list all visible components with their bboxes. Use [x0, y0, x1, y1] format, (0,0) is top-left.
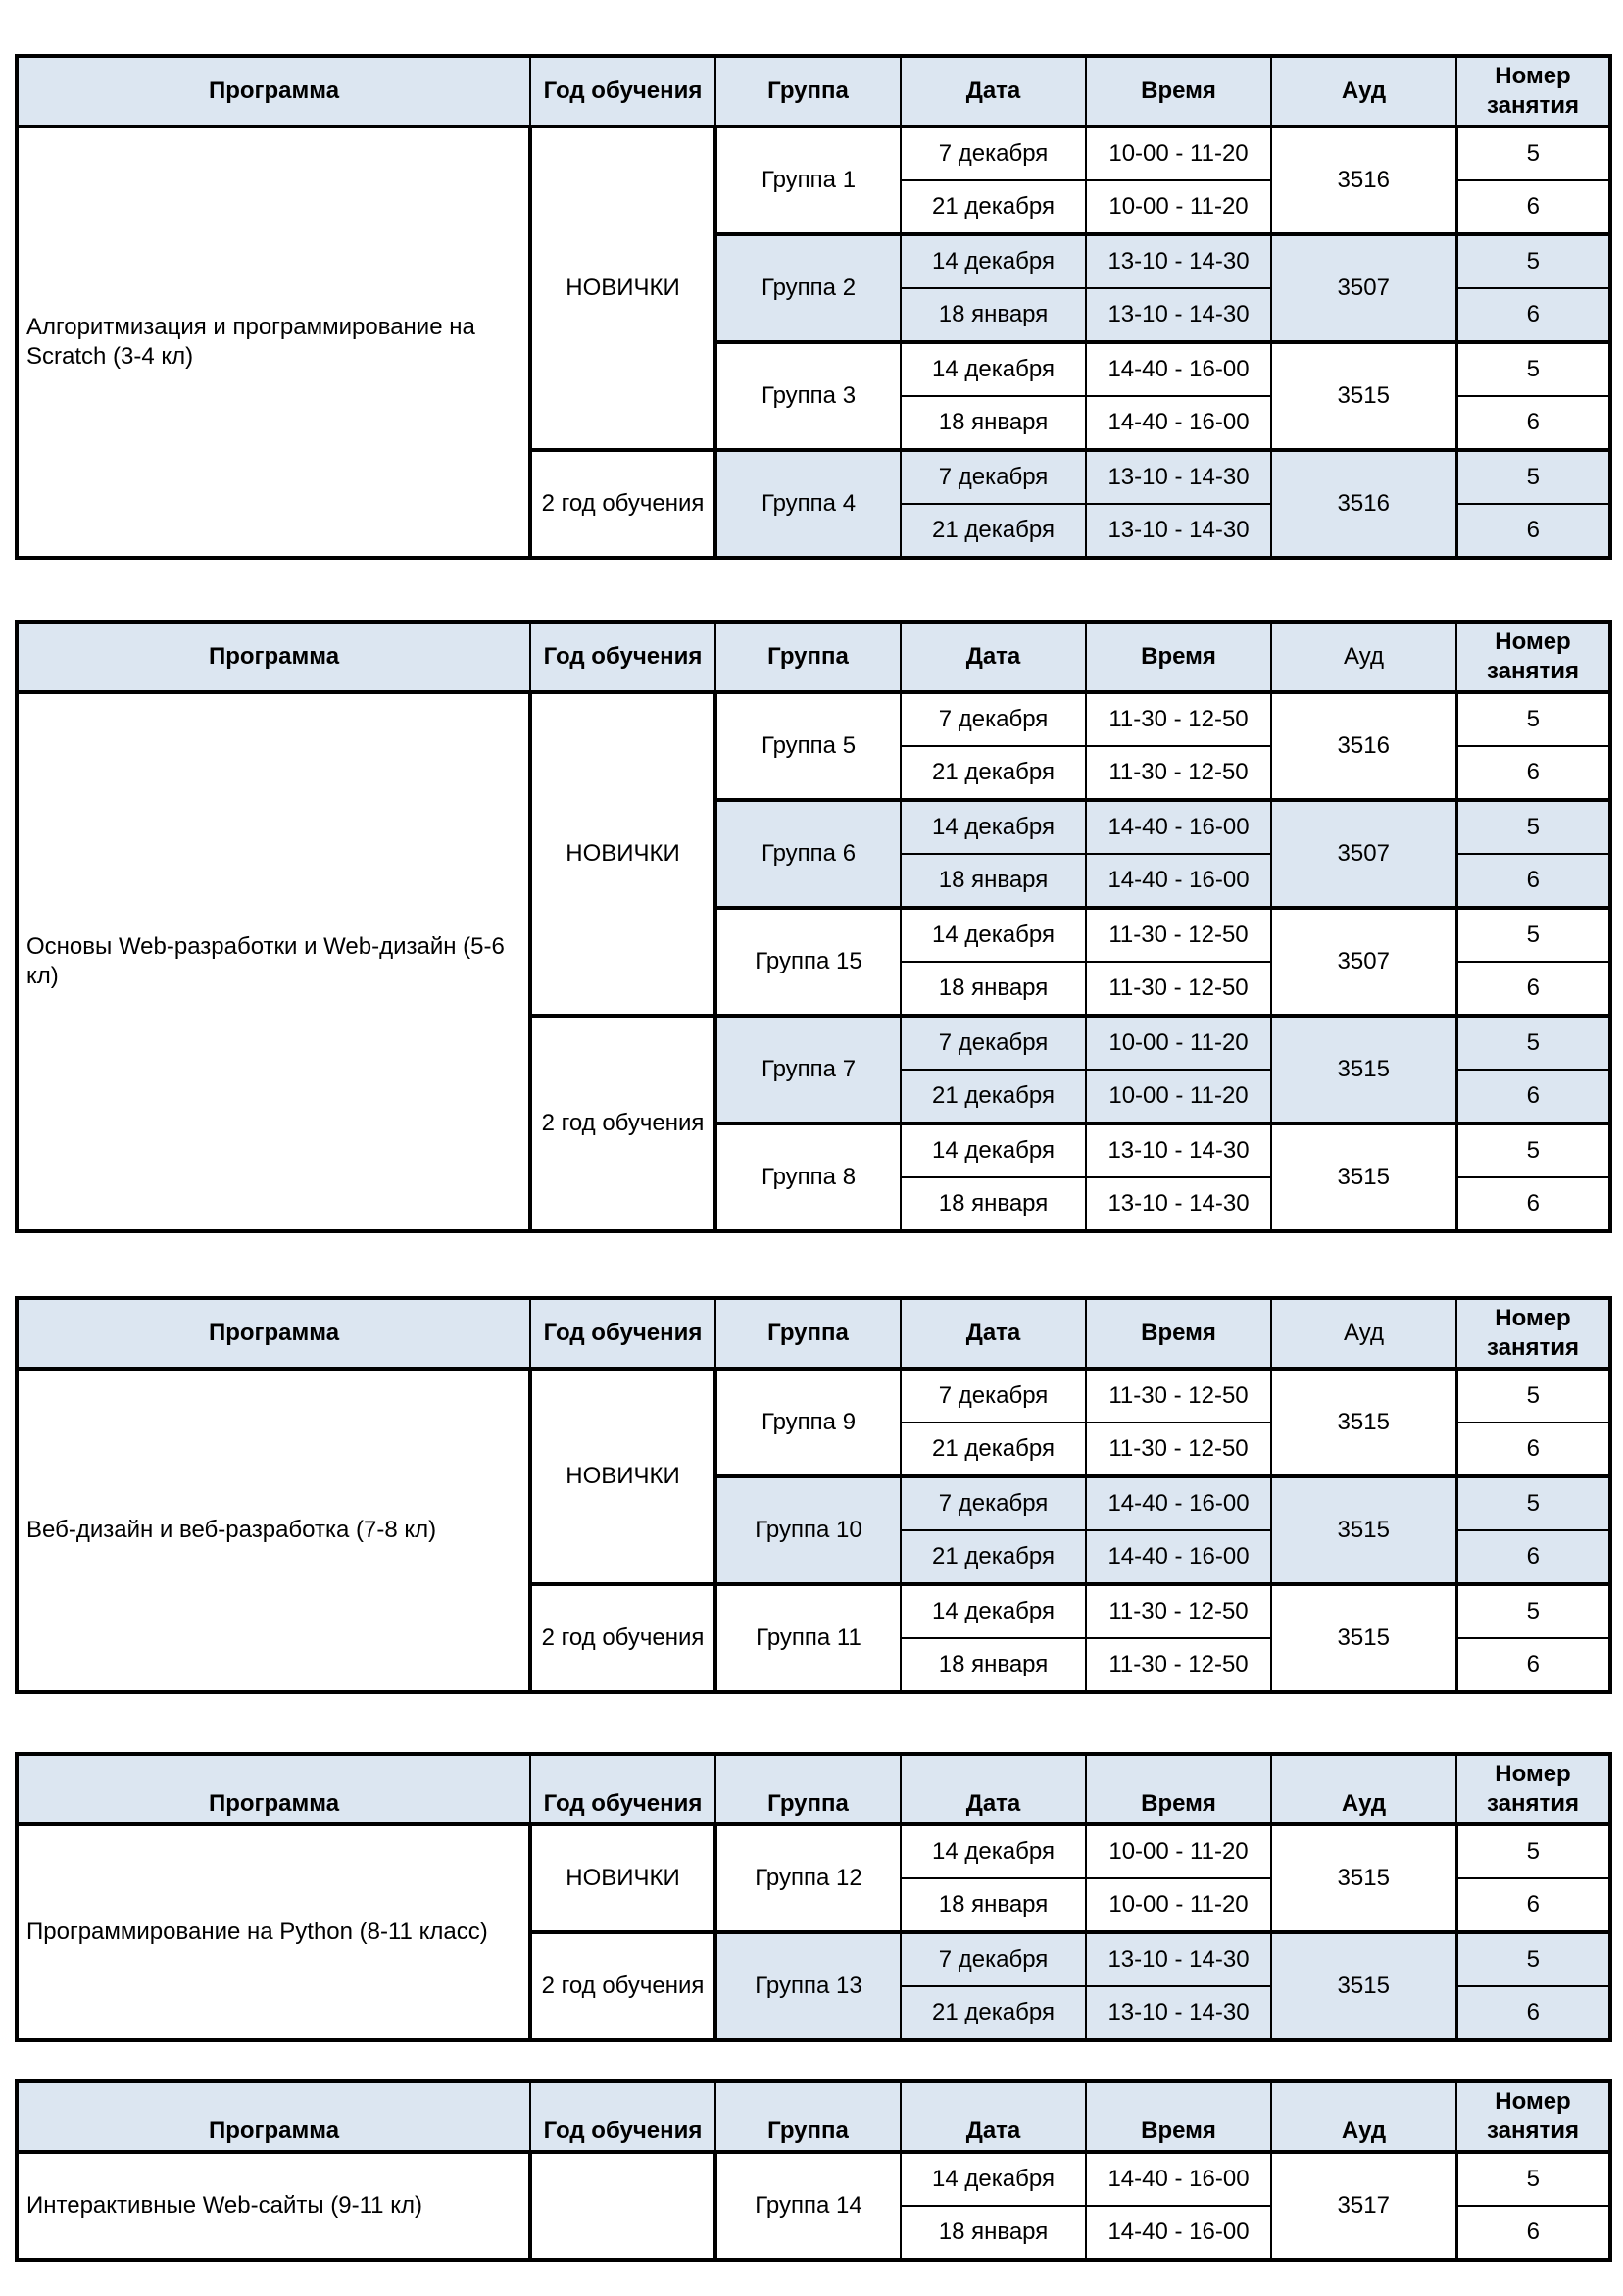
group-name: Группа 15 — [715, 908, 901, 1016]
lesson-date: 14 декабря — [901, 2152, 1086, 2206]
lesson-time: 11-30 - 12-50 — [1086, 692, 1271, 746]
lesson-date: 21 декабря — [901, 504, 1086, 558]
program-name: Основы Web-разработки и Web-дизайн (5-6 кл) — [17, 692, 530, 1231]
lesson-date: 7 декабря — [901, 1476, 1086, 1530]
group-name: Группа 8 — [715, 1123, 901, 1231]
header-lesson-number — [1456, 56, 1610, 126]
group-name: Группа 1 — [715, 126, 901, 234]
lesson-time: 13-10 - 14-30 — [1086, 504, 1271, 558]
lesson-time: 10-00 - 11-20 — [1086, 1016, 1271, 1070]
lesson-number: 6 — [1456, 1423, 1610, 1476]
header-lesson-number-line1: Номер — [1495, 1305, 1571, 1331]
lesson-time: 13-10 - 14-30 — [1086, 450, 1271, 504]
lesson-number: 5 — [1456, 1016, 1610, 1070]
lesson-number: 5 — [1456, 126, 1610, 180]
lesson-time: 10-00 - 11-20 — [1086, 126, 1271, 180]
header-time: Время — [1086, 2081, 1271, 2152]
study-year: 2 год обучения — [530, 450, 715, 558]
lesson-date: 18 января — [901, 2206, 1086, 2260]
lesson-number: 6 — [1456, 962, 1610, 1016]
header-program: Программа — [17, 1754, 530, 1824]
header-date: Дата — [901, 1298, 1086, 1369]
lesson-time: 13-10 - 14-30 — [1086, 1932, 1271, 1986]
lesson-number: 5 — [1456, 1824, 1610, 1878]
group-name: Группа 13 — [715, 1932, 901, 2040]
lesson-date: 14 декабря — [901, 908, 1086, 962]
lesson-date: 18 января — [901, 288, 1086, 342]
room-number: 3515 — [1271, 1824, 1456, 1932]
study-year: 2 год обучения — [530, 1932, 715, 2040]
lesson-number: 6 — [1456, 1986, 1610, 2040]
lesson-time: 11-30 - 12-50 — [1086, 1638, 1271, 1692]
header-lesson-number-line2: занятия — [1487, 1790, 1579, 1817]
lesson-time: 11-30 - 12-50 — [1086, 1584, 1271, 1638]
header-lesson-number — [1456, 1298, 1610, 1369]
schedule-table — [15, 1296, 1612, 1694]
lesson-date: 21 декабря — [901, 1423, 1086, 1476]
header-lesson-number — [1456, 1754, 1610, 1824]
lesson-number: 5 — [1456, 908, 1610, 962]
schedule-table — [15, 1752, 1612, 2042]
header-lesson-number-line1: Номер — [1495, 63, 1571, 89]
header-program: Программа — [17, 622, 530, 692]
lesson-date: 14 декабря — [901, 800, 1086, 854]
header-lesson-number-line2: занятия — [1487, 92, 1579, 119]
header-year: Год обучения — [530, 56, 715, 126]
header-room: Ауд — [1271, 622, 1456, 692]
header-year: Год обучения — [530, 1754, 715, 1824]
room-number: 3516 — [1271, 126, 1456, 234]
lesson-date: 7 декабря — [901, 692, 1086, 746]
lesson-number: 6 — [1456, 288, 1610, 342]
table-row — [17, 126, 1610, 180]
header-group: Группа — [715, 56, 901, 126]
header-room: Ауд — [1271, 1298, 1456, 1369]
study-year: НОВИЧКИ — [530, 692, 715, 1016]
lesson-number: 5 — [1456, 1369, 1610, 1423]
table-row — [17, 692, 1610, 746]
header-lesson-number-line1: Номер — [1495, 1761, 1571, 1787]
header-date: Дата — [901, 2081, 1086, 2152]
header-group: Группа — [715, 1754, 901, 1824]
header-room: Ауд — [1271, 1754, 1456, 1824]
lesson-date: 14 декабря — [901, 342, 1086, 396]
lesson-time: 14-40 - 16-00 — [1086, 396, 1271, 450]
study-year: НОВИЧКИ — [530, 1369, 715, 1584]
lesson-number: 5 — [1456, 692, 1610, 746]
room-number: 3516 — [1271, 450, 1456, 558]
group-name: Группа 12 — [715, 1824, 901, 1932]
lesson-number: 6 — [1456, 1638, 1610, 1692]
header-group: Группа — [715, 622, 901, 692]
lesson-date: 21 декабря — [901, 1530, 1086, 1584]
room-number: 3515 — [1271, 1369, 1456, 1476]
header-lesson-number-line2: занятия — [1487, 658, 1579, 684]
group-name: Группа 2 — [715, 234, 901, 342]
room-number: 3517 — [1271, 2152, 1456, 2260]
lesson-time: 11-30 - 12-50 — [1086, 962, 1271, 1016]
lesson-time: 10-00 - 11-20 — [1086, 1070, 1271, 1123]
lesson-date: 7 декабря — [901, 1369, 1086, 1423]
room-number: 3507 — [1271, 800, 1456, 908]
header-time: Время — [1086, 56, 1271, 126]
schedule-table — [15, 2079, 1612, 2262]
room-number: 3515 — [1271, 1932, 1456, 2040]
lesson-date: 18 января — [901, 1638, 1086, 1692]
lesson-date: 18 января — [901, 1177, 1086, 1231]
lesson-date: 7 декабря — [901, 1016, 1086, 1070]
group-name: Группа 10 — [715, 1476, 901, 1584]
lesson-date: 21 декабря — [901, 746, 1086, 800]
lesson-time: 14-40 - 16-00 — [1086, 2152, 1271, 2206]
lesson-date: 14 декабря — [901, 1824, 1086, 1878]
lesson-number: 5 — [1456, 1123, 1610, 1177]
lesson-date: 21 декабря — [901, 180, 1086, 234]
lesson-number: 6 — [1456, 746, 1610, 800]
lesson-time: 11-30 - 12-50 — [1086, 908, 1271, 962]
room-number: 3507 — [1271, 234, 1456, 342]
header-lesson-number — [1456, 2081, 1610, 2152]
lesson-time: 11-30 - 12-50 — [1086, 1423, 1271, 1476]
schedule-table — [15, 620, 1612, 1233]
lesson-time: 13-10 - 14-30 — [1086, 234, 1271, 288]
header-program: Программа — [17, 56, 530, 126]
study-year: НОВИЧКИ — [530, 126, 715, 450]
room-number: 3515 — [1271, 1016, 1456, 1123]
header-lesson-number-line1: Номер — [1495, 628, 1571, 655]
table-row — [17, 1369, 1610, 1423]
table-row — [17, 2152, 1610, 2206]
lesson-number: 6 — [1456, 1177, 1610, 1231]
header-date: Дата — [901, 622, 1086, 692]
lesson-time: 14-40 - 16-00 — [1086, 854, 1271, 908]
lesson-date: 14 декабря — [901, 1584, 1086, 1638]
lesson-date: 18 января — [901, 396, 1086, 450]
lesson-number: 6 — [1456, 1070, 1610, 1123]
room-number: 3515 — [1271, 342, 1456, 450]
lesson-date: 21 декабря — [901, 1986, 1086, 2040]
program-name: Веб-дизайн и веб-разработка (7-8 кл) — [17, 1369, 530, 1692]
study-year: 2 год обучения — [530, 1584, 715, 1692]
lesson-time: 14-40 - 16-00 — [1086, 1530, 1271, 1584]
header-year: Год обучения — [530, 1298, 715, 1369]
lesson-date: 7 декабря — [901, 126, 1086, 180]
lesson-number: 6 — [1456, 2206, 1610, 2260]
lesson-time: 11-30 - 12-50 — [1086, 746, 1271, 800]
header-year: Год обучения — [530, 2081, 715, 2152]
lesson-number: 6 — [1456, 180, 1610, 234]
lesson-number: 5 — [1456, 234, 1610, 288]
header-date: Дата — [901, 1754, 1086, 1824]
lesson-time: 11-30 - 12-50 — [1086, 1369, 1271, 1423]
header-year: Год обучения — [530, 622, 715, 692]
header-program: Программа — [17, 2081, 530, 2152]
group-name: Группа 4 — [715, 450, 901, 558]
group-name: Группа 11 — [715, 1584, 901, 1692]
lesson-date: 7 декабря — [901, 1932, 1086, 1986]
lesson-number: 5 — [1456, 1476, 1610, 1530]
header-program: Программа — [17, 1298, 530, 1369]
program-name: Интерактивные Web-сайты (9-11 кл) — [17, 2152, 530, 2260]
header-lesson-number-line2: занятия — [1487, 2118, 1579, 2144]
group-name: Группа 5 — [715, 692, 901, 800]
schedule-table — [15, 54, 1612, 560]
lesson-number: 5 — [1456, 2152, 1610, 2206]
lesson-date: 18 января — [901, 1878, 1086, 1932]
lesson-date: 14 декабря — [901, 234, 1086, 288]
study-year — [530, 2152, 715, 2260]
lesson-time: 14-40 - 16-00 — [1086, 1476, 1271, 1530]
lesson-number: 5 — [1456, 342, 1610, 396]
lesson-time: 10-00 - 11-20 — [1086, 1878, 1271, 1932]
lesson-number: 6 — [1456, 396, 1610, 450]
lesson-number: 6 — [1456, 1530, 1610, 1584]
header-time: Время — [1086, 1754, 1271, 1824]
room-number: 3515 — [1271, 1476, 1456, 1584]
program-name: Алгоритмизация и программирование на Scratch (3-4 кл) — [17, 126, 530, 558]
study-year: НОВИЧКИ — [530, 1824, 715, 1932]
study-year: 2 год обучения — [530, 1016, 715, 1231]
room-number: 3515 — [1271, 1584, 1456, 1692]
table-row — [17, 1824, 1610, 1878]
lesson-number: 5 — [1456, 800, 1610, 854]
lesson-time: 14-40 - 16-00 — [1086, 342, 1271, 396]
header-room: Ауд — [1271, 2081, 1456, 2152]
header-lesson-number-line2: занятия — [1487, 1334, 1579, 1361]
lesson-number: 5 — [1456, 450, 1610, 504]
lesson-date: 18 января — [901, 962, 1086, 1016]
lesson-time: 14-40 - 16-00 — [1086, 2206, 1271, 2260]
header-time: Время — [1086, 1298, 1271, 1369]
group-name: Группа 9 — [715, 1369, 901, 1476]
lesson-date: 7 декабря — [901, 450, 1086, 504]
lesson-time: 10-00 - 11-20 — [1086, 180, 1271, 234]
lesson-date: 18 января — [901, 854, 1086, 908]
lesson-date: 21 декабря — [901, 1070, 1086, 1123]
program-name: Программирование на Python (8-11 класс) — [17, 1824, 530, 2040]
lesson-time: 13-10 - 14-30 — [1086, 1123, 1271, 1177]
lesson-date: 14 декабря — [901, 1123, 1086, 1177]
header-group: Группа — [715, 2081, 901, 2152]
room-number: 3515 — [1271, 1123, 1456, 1231]
lesson-time: 14-40 - 16-00 — [1086, 800, 1271, 854]
lesson-time: 13-10 - 14-30 — [1086, 288, 1271, 342]
lesson-number: 5 — [1456, 1932, 1610, 1986]
lesson-number: 5 — [1456, 1584, 1610, 1638]
lesson-number: 6 — [1456, 504, 1610, 558]
room-number: 3516 — [1271, 692, 1456, 800]
lesson-number: 6 — [1456, 854, 1610, 908]
header-lesson-number-line1: Номер — [1495, 2088, 1571, 2115]
room-number: 3507 — [1271, 908, 1456, 1016]
group-name: Группа 3 — [715, 342, 901, 450]
header-lesson-number — [1456, 622, 1610, 692]
group-name: Группа 6 — [715, 800, 901, 908]
header-time: Время — [1086, 622, 1271, 692]
lesson-number: 6 — [1456, 1878, 1610, 1932]
header-room: Ауд — [1271, 56, 1456, 126]
lesson-time: 13-10 - 14-30 — [1086, 1986, 1271, 2040]
group-name: Группа 7 — [715, 1016, 901, 1123]
header-date: Дата — [901, 56, 1086, 126]
lesson-time: 13-10 - 14-30 — [1086, 1177, 1271, 1231]
lesson-time: 10-00 - 11-20 — [1086, 1824, 1271, 1878]
group-name: Группа 14 — [715, 2152, 901, 2260]
header-group: Группа — [715, 1298, 901, 1369]
